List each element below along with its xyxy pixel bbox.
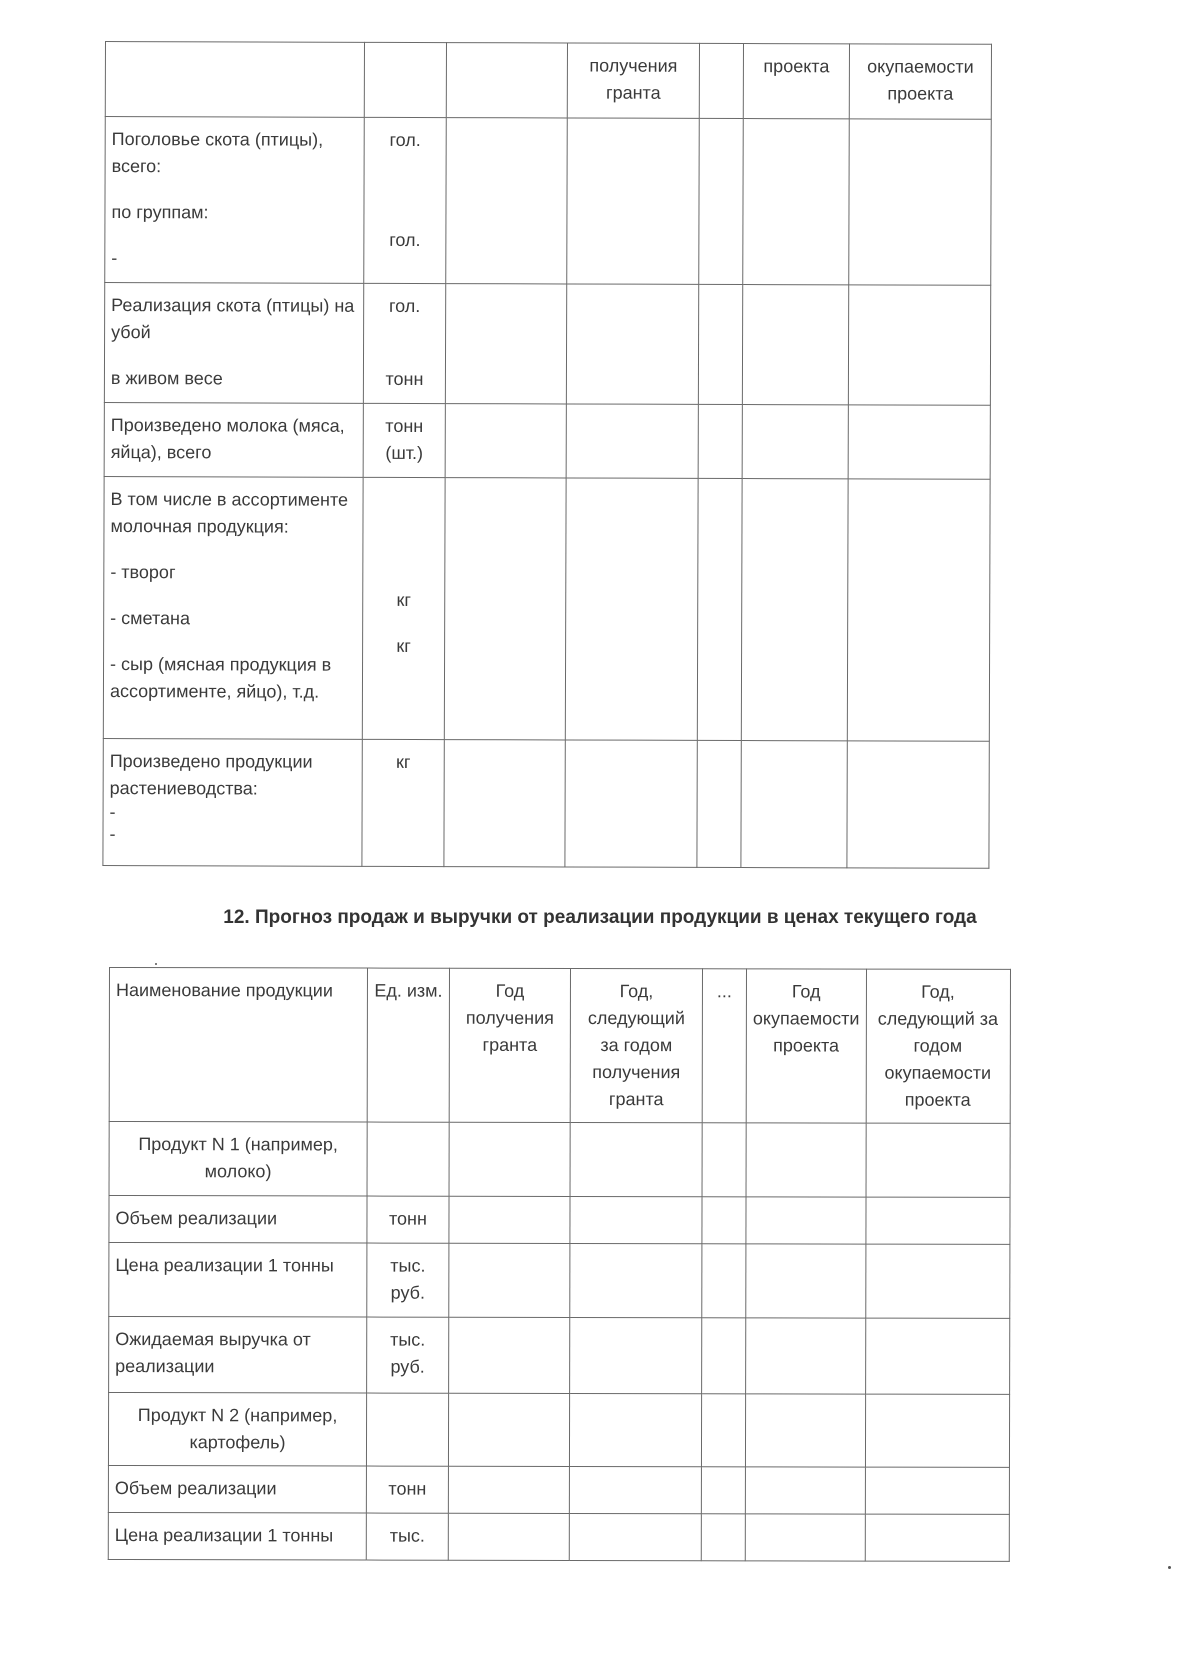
value-cell xyxy=(446,118,568,284)
value-cell xyxy=(569,1513,701,1560)
table-row xyxy=(104,283,990,406)
row-label-line: Поголовье скота (птицы), всего: xyxy=(111,129,324,177)
value-cell xyxy=(445,284,566,404)
value-cell xyxy=(745,1467,865,1514)
unit-line: тонн (шт.) xyxy=(385,415,424,464)
value-cell xyxy=(702,1318,746,1394)
value-cell xyxy=(865,1318,1009,1394)
header-cell: окупаемости проекта xyxy=(849,44,991,119)
value-cell xyxy=(566,404,698,478)
table-header-row xyxy=(109,968,1010,1124)
unit-cell xyxy=(363,403,445,477)
table-row xyxy=(109,1196,1010,1245)
value-cell xyxy=(741,479,848,741)
value-cell xyxy=(570,1196,702,1243)
value-cell xyxy=(444,740,565,867)
unit-cell: тыс. xyxy=(366,1513,448,1560)
value-cell xyxy=(745,1514,865,1561)
value-cell xyxy=(847,479,990,741)
unit-line: гол. xyxy=(389,129,421,150)
value-cell xyxy=(741,741,847,868)
value-cell xyxy=(565,478,698,740)
row-label-line: - сметана xyxy=(110,608,191,629)
unit-line: гол. xyxy=(389,229,421,250)
value-cell xyxy=(745,1394,865,1467)
unit-line: кг xyxy=(396,589,411,610)
header-cell: проекта xyxy=(743,44,849,119)
unit-line: кг xyxy=(395,751,411,772)
table-header-row xyxy=(105,42,991,120)
value-cell xyxy=(849,119,992,285)
table-row xyxy=(109,1317,1010,1395)
header-year-after-grant: Год, следующий за годом получения гранта xyxy=(570,968,702,1122)
table-row xyxy=(103,476,990,741)
value-cell xyxy=(866,1123,1010,1197)
table-row xyxy=(108,1466,1009,1515)
scan-speck xyxy=(155,963,157,965)
value-cell xyxy=(746,1123,866,1197)
row-label xyxy=(105,117,365,284)
value-cell xyxy=(701,1394,745,1467)
value-cell xyxy=(444,478,566,740)
value-cell xyxy=(448,1466,569,1513)
value-cell xyxy=(848,405,990,479)
value-cell xyxy=(698,284,742,404)
value-cell xyxy=(570,1122,702,1196)
value-cell xyxy=(697,478,742,740)
row-label-line: Реализация скота (птицы) на убой xyxy=(111,295,355,343)
row-label-line: - творог xyxy=(110,562,176,583)
product-name: Продукт N 1 (например, молоко) xyxy=(109,1122,367,1197)
unit-cell xyxy=(366,1393,448,1466)
value-cell xyxy=(702,1197,746,1244)
unit-cell xyxy=(363,283,445,403)
value-cell xyxy=(746,1197,866,1244)
value-cell xyxy=(701,1514,745,1561)
value-cell xyxy=(746,1318,866,1394)
header-unit: Ед. изм. xyxy=(367,968,449,1122)
header-cell xyxy=(105,42,364,118)
sales-forecast-table xyxy=(108,967,1011,1562)
row-label-line: В том числе в ассортименте молочная продукция: xyxy=(110,489,349,537)
table-row xyxy=(103,738,989,868)
unit-cell xyxy=(362,739,444,866)
row-label-line: - xyxy=(111,248,118,269)
product-name: Продукт N 2 (например, картофель) xyxy=(108,1393,366,1467)
row-label xyxy=(104,283,363,404)
value-cell xyxy=(448,1513,569,1560)
value-cell xyxy=(865,1394,1009,1467)
unit-line: тонн xyxy=(385,368,424,390)
value-cell xyxy=(697,740,741,867)
row-label xyxy=(103,738,362,866)
header-cell xyxy=(699,43,743,118)
value-cell xyxy=(449,1122,570,1196)
value-cell xyxy=(698,404,742,478)
row-label-line: Произведено продукции растениеводства: xyxy=(109,751,313,799)
row-label-line: - xyxy=(109,824,116,845)
value-cell xyxy=(570,1243,702,1317)
row-label: Объем реализации xyxy=(109,1196,367,1244)
value-cell xyxy=(865,1514,1009,1561)
header-cell xyxy=(364,42,446,117)
header-name: Наименование продукции xyxy=(109,968,367,1123)
row-label: Цена реализации 1 тонны xyxy=(108,1512,366,1560)
value-cell xyxy=(742,405,848,479)
unit-line: гол. xyxy=(388,295,421,316)
header-year-grant: Год получения гранта xyxy=(449,968,570,1122)
table-row xyxy=(108,1393,1009,1468)
value-cell xyxy=(565,740,697,867)
value-cell xyxy=(566,284,698,404)
header-year-after-payback: Год, следующий за годом окупаемости проекта xyxy=(866,969,1010,1123)
value-cell xyxy=(746,1244,866,1318)
value-cell xyxy=(567,118,700,284)
value-cell xyxy=(702,1123,746,1197)
unit-cell: тыс. руб. xyxy=(367,1317,449,1393)
unit-line: кг xyxy=(396,635,411,656)
header-ellipsis: ... xyxy=(702,969,746,1123)
value-cell xyxy=(449,1243,570,1317)
unit-cell xyxy=(367,1122,449,1196)
header-cell: получения гранта xyxy=(567,43,699,118)
header-year-payback: Год окупаемости проекта xyxy=(746,969,866,1123)
value-cell xyxy=(865,1244,1009,1318)
row-label-line: Произведено молока (мяса, яйца), всего xyxy=(110,415,345,463)
unit-cell: тыс. руб. xyxy=(367,1243,449,1317)
value-cell xyxy=(569,1393,701,1466)
value-cell xyxy=(449,1196,570,1243)
value-cell xyxy=(743,119,850,285)
table-row xyxy=(108,1512,1009,1561)
value-cell xyxy=(848,285,990,405)
header-cell xyxy=(446,43,567,118)
unit-cell xyxy=(362,477,445,739)
table-row xyxy=(109,1243,1010,1319)
row-label xyxy=(104,402,363,477)
value-cell xyxy=(570,1317,702,1393)
row-label: Объем реализации xyxy=(108,1466,366,1514)
value-cell xyxy=(865,1197,1009,1244)
value-cell xyxy=(701,1467,745,1514)
row-label: Ожидаемая выручка от реализации xyxy=(109,1317,367,1394)
row-label-line: - xyxy=(109,802,116,823)
scan-speck xyxy=(1168,1566,1171,1569)
value-cell xyxy=(448,1393,569,1466)
row-label-line: в живом весе xyxy=(110,368,223,389)
unit-cell: тонн xyxy=(367,1196,449,1243)
table-row xyxy=(105,117,992,286)
table-row xyxy=(109,1122,1010,1198)
value-cell xyxy=(865,1467,1009,1514)
value-cell xyxy=(847,741,989,868)
value-cell xyxy=(699,118,744,284)
row-label: Цена реализации 1 тонны xyxy=(109,1243,367,1318)
value-cell xyxy=(449,1317,570,1393)
value-cell xyxy=(702,1244,746,1318)
row-label-line: по группам: xyxy=(111,202,209,223)
row-label-line: - сыр (мясная продукция в ассортименте, яйцо), т.д. xyxy=(109,654,332,702)
value-cell xyxy=(569,1466,701,1513)
unit-cell xyxy=(364,117,447,283)
row-label xyxy=(103,476,363,739)
table-row xyxy=(104,402,990,479)
unit-cell: тонн xyxy=(366,1466,448,1513)
section-title: 12. Прогноз продаж и выручки от реализации продукции в ценах текущего года xyxy=(223,907,977,928)
value-cell xyxy=(742,285,848,405)
value-cell xyxy=(445,404,566,478)
production-table xyxy=(102,41,992,869)
